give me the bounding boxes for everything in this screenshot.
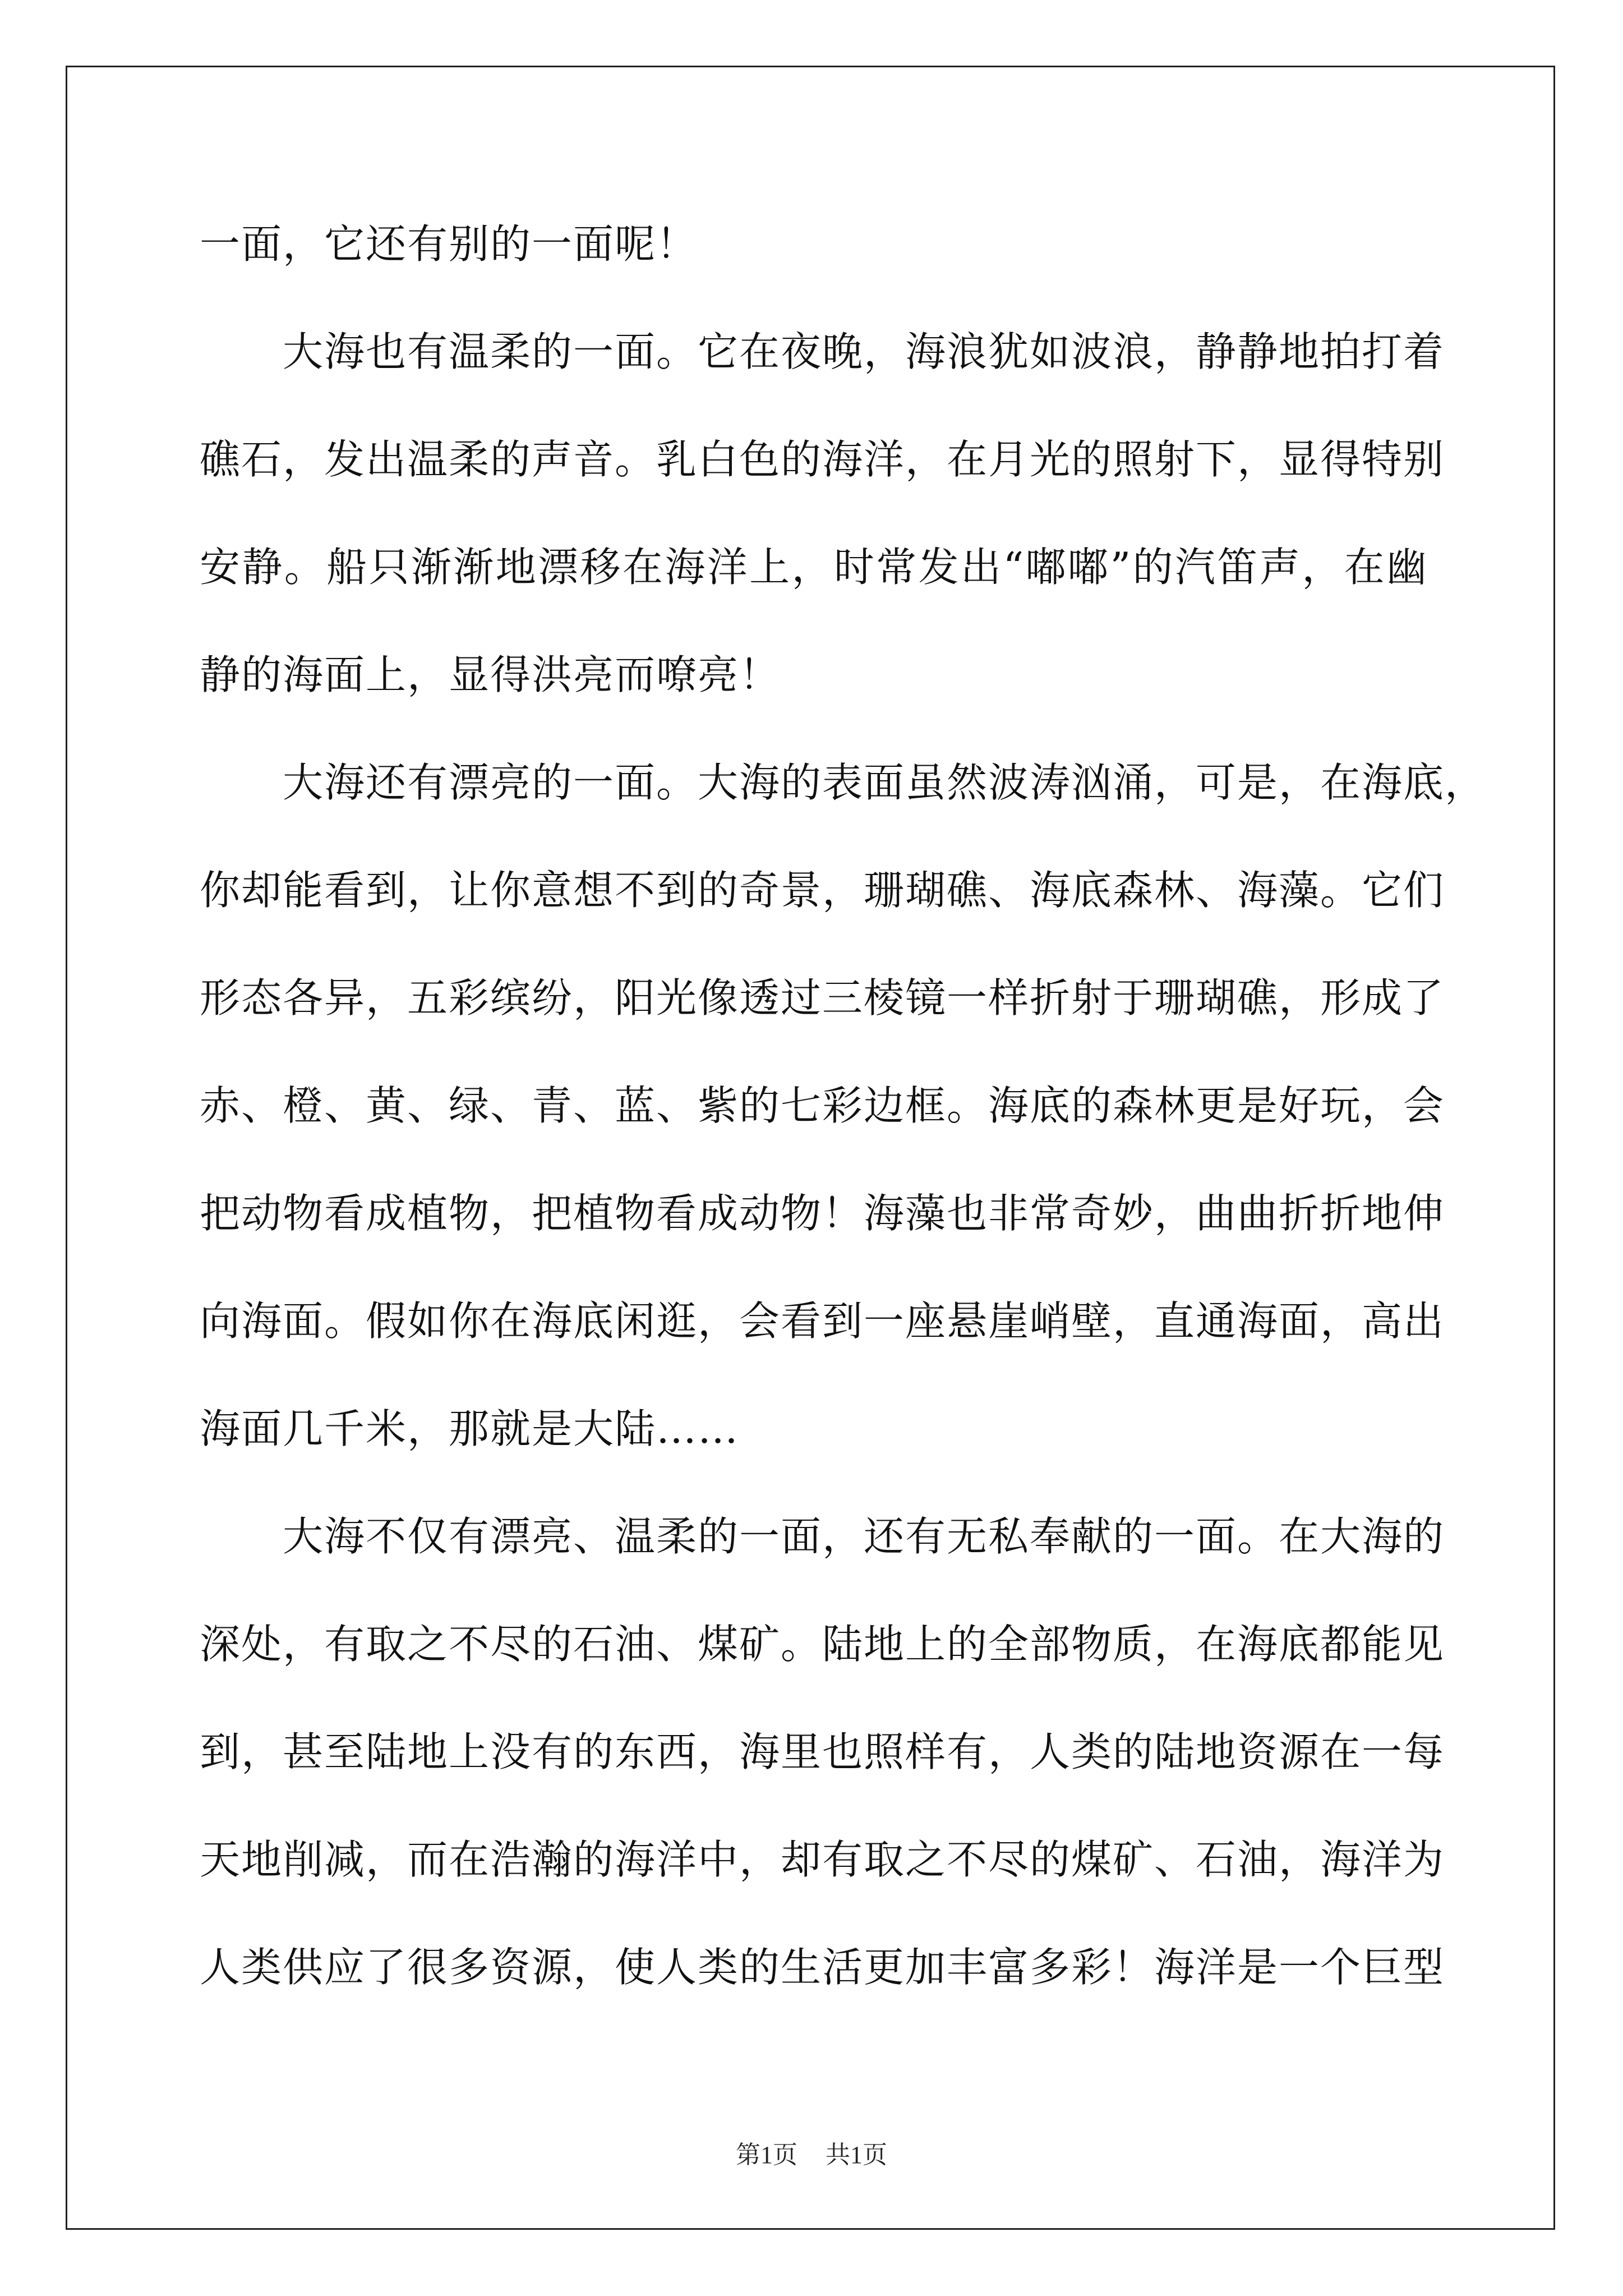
text-line: 海面几千米，那就是大陆…… xyxy=(200,1405,740,1452)
text-line: 安静。船只渐渐地漂移在海洋上，时常发出“嘟嘟”的汽笛声，在幽 xyxy=(200,544,1428,591)
page-footer xyxy=(0,2138,1623,2172)
text-line: 深处，有取之不尽的石油、煤矿。陆地上的全部物质，在海底都能见 xyxy=(200,1621,1445,1668)
text-line: 人类供应了很多资源，使人类的生活更加丰富多彩！海洋是一个巨型 xyxy=(200,1944,1445,1991)
text-line: 把动物看成植物，把植物看成动物！海藻也非常奇妙，曲曲折折地伸 xyxy=(200,1190,1445,1237)
page-number-current: 第1页 xyxy=(736,2141,797,2169)
text-line: 天地削减，而在浩瀚的海洋中，却有取之不尽的煤矿、石油，海洋为 xyxy=(200,1836,1445,1883)
text-line: 你却能看到，让你意想不到的奇景，珊瑚礁、海底森林、海藻。它们 xyxy=(200,867,1445,914)
text-line: 赤、橙、黄、绿、青、蓝、紫的七彩边框。海底的森林更是好玩，会 xyxy=(200,1082,1445,1129)
text-line: 到，甚至陆地上没有的东西，海里也照样有，人类的陆地资源在一每 xyxy=(200,1728,1445,1775)
text-line: 形态各异，五彩缤纷，阳光像透过三棱镜一样折射于珊瑚礁，形成了 xyxy=(200,974,1445,1022)
text-line: 静的海面上，显得洪亮而嘹亮！ xyxy=(200,651,781,698)
paragraph-first-line: 大海也有温柔的一面。它在夜晚，海浪犹如波浪，静静地拍打着 xyxy=(283,328,1445,375)
text-line: 一面，它还有别的一面呢！ xyxy=(200,220,698,268)
text-line: 向海面。假如你在海底闲逛，会看到一座悬崖峭壁，直通海面，高出 xyxy=(200,1297,1445,1345)
text-line: 礁石，发出温柔的声音。乳白色的海洋，在月光的照射下，显得特别 xyxy=(200,436,1445,483)
paragraph-first-line: 大海不仅有漂亮、温柔的一面，还有无私奉献的一面。在大海的 xyxy=(283,1513,1445,1560)
page-number-total: 共1页 xyxy=(826,2141,887,2169)
page-border xyxy=(66,66,1555,2230)
paragraph-first-line: 大海还有漂亮的一面。大海的表面虽然波涛汹涌，可是，在海底， xyxy=(283,759,1487,806)
